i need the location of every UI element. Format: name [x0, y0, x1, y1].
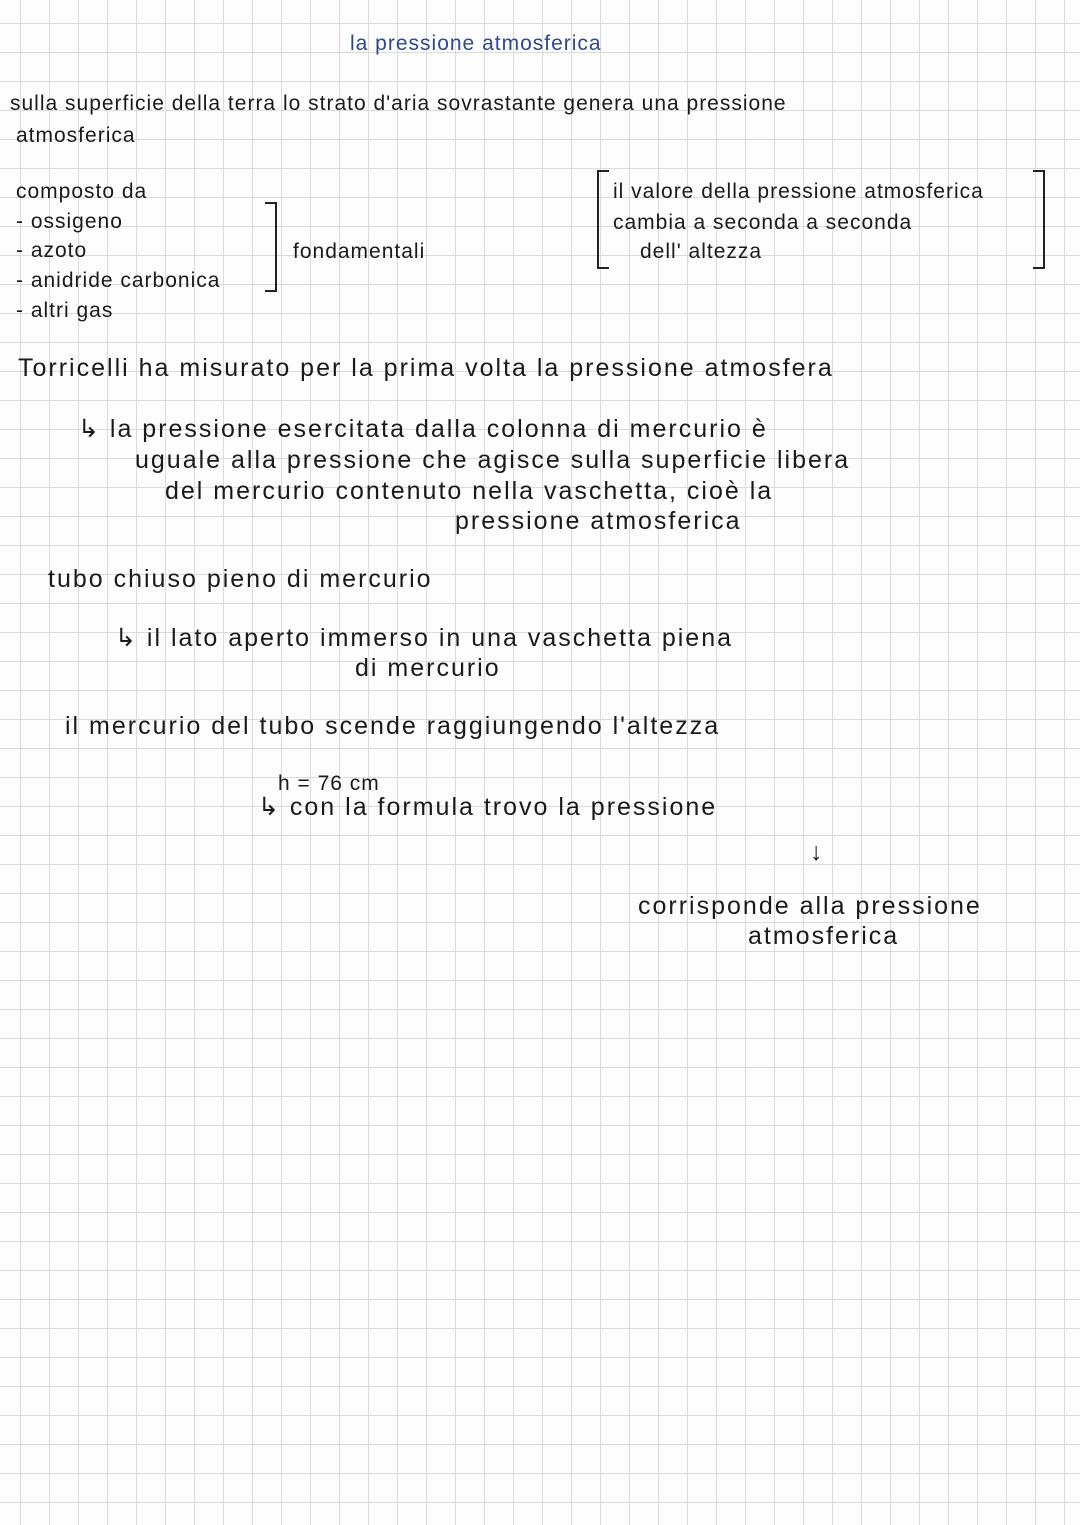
- composition-item: - anidride carbonica: [16, 269, 221, 292]
- composition-item: - altri gas: [16, 299, 114, 322]
- descent-line: il mercurio del tubo scende raggiungendo l'altezza: [65, 712, 721, 740]
- intro-line: atmosferica: [16, 124, 136, 147]
- explanation-line: uguale alla pressione che agisce sulla superficie libera: [135, 446, 851, 474]
- composition-item: - ossigeno: [16, 210, 123, 233]
- composition-heading: composto da: [16, 180, 148, 203]
- tube-detail: ↳ il lato aperto immerso in una vaschetta piena: [115, 624, 733, 652]
- explanation-line: del mercurio contenuto nella vaschetta, cioè la: [165, 477, 774, 505]
- page-title: la pressione atmosferica: [350, 32, 602, 55]
- note-line: il valore della pressione atmosferica: [613, 180, 984, 203]
- height-value: h = 76 cm: [278, 772, 380, 795]
- torricelli-line: Torricelli ha misurato per la prima volta la pressione atmosfera: [18, 354, 834, 382]
- brace: [265, 202, 277, 292]
- note-line: dell' altezza: [640, 240, 763, 263]
- intro-line: sulla superficie della terra lo strato d'aria sovrastante genera una pressione: [10, 92, 787, 115]
- tube-line: tubo chiuso pieno di mercurio: [48, 565, 433, 593]
- tube-detail: di mercurio: [355, 654, 501, 682]
- composition-label: fondamentali: [293, 240, 426, 263]
- composition-item: - azoto: [16, 239, 88, 262]
- explanation-line: pressione atmosferica: [455, 507, 742, 535]
- explanation-line: ↳ la pressione esercitata dalla colonna di mercurio è: [78, 415, 768, 443]
- conclusion-line: corrisponde alla pressione: [638, 892, 982, 920]
- note-line: cambia a seconda a seconda: [613, 211, 913, 234]
- bracket-left: [597, 170, 609, 269]
- conclusion-line: atmosferica: [748, 922, 900, 950]
- down-arrow-icon: ↓: [810, 838, 825, 866]
- formula-line: ↳ con la formula trovo la pressione: [258, 793, 718, 821]
- bracket-right: [1033, 170, 1045, 269]
